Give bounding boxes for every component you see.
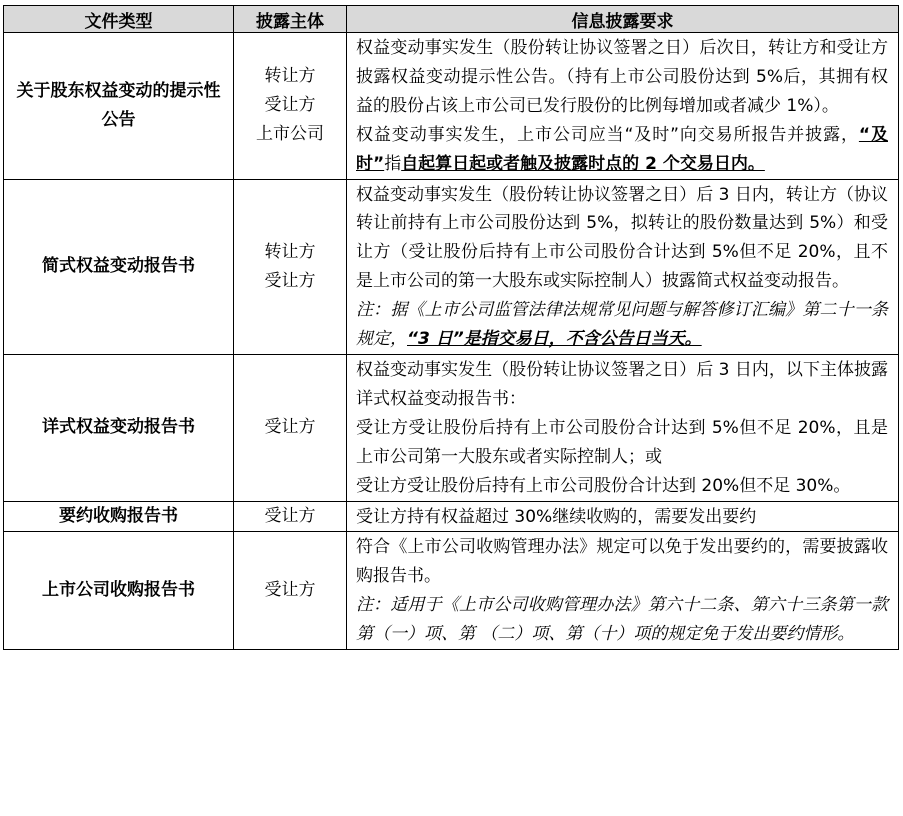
file-type-label: 上市公司收购报告书 — [42, 580, 195, 601]
table-row — [4, 501, 899, 532]
requirement-cell — [347, 354, 899, 501]
emphasis-text: “及时” — [356, 124, 888, 174]
requirement-text: 权益变动事实发生，上市公司应当“及时”向交易所报告并披露， — [356, 124, 859, 145]
header-file-type: 文件类型 — [4, 6, 234, 33]
party-item: 转让方 — [264, 66, 316, 87]
requirement-paragraph: 权益变动事实发生（股份转让协议签署之日）后 3 日内，以下主体披露详式权益变动报告书： — [356, 359, 888, 409]
requirement-paragraph: 受让方受让股份后持有上市公司股份合计达到 5%但不足 20%，且是上市公司第一大股东或者实际控制人；或 — [356, 417, 888, 467]
requirement-cell — [347, 501, 899, 532]
file-type-cell — [4, 354, 234, 501]
requirement-paragraph: 受让方持有权益超过 30%继续收购的，需要发出要约 — [356, 506, 757, 527]
header-disclosure-requirement: 信息披露要求 — [347, 6, 899, 33]
table-row — [4, 179, 899, 354]
party-cell — [234, 354, 347, 501]
file-type-label: 关于股东权益变动的提示性公告 — [16, 80, 221, 130]
requirement-note: 注：适用于《上市公司收购管理办法》第六十二条、第六十三条第一款第（一）项、第 （二）项、第（十）项的规定免于发出要约情形。 — [356, 595, 888, 645]
file-type-cell — [4, 33, 234, 180]
file-type-cell — [4, 179, 234, 354]
requirement-paragraph: 符合《上市公司收购管理办法》规定可以免于发出要约的，需要披露收购报告书。 — [356, 537, 888, 587]
party-cell — [234, 33, 347, 180]
party-cell — [234, 501, 347, 532]
requirement-paragraph — [356, 121, 888, 179]
party-item: 上市公司 — [256, 124, 324, 145]
emphasis-text: 自起算日起或者触及披露时点的 2 个交易日内。 — [401, 153, 765, 174]
requirement-cell — [347, 179, 899, 354]
table-row — [4, 354, 899, 501]
requirement-paragraph: 受让方受让股份后持有上市公司股份合计达到 20%但不足 30%。 — [356, 475, 851, 496]
party-item: 转让方 — [264, 241, 316, 262]
file-type-cell — [4, 532, 234, 650]
note-text: 注：据《上市公司监管法律法规常见问题与解答修订汇编》第二十一条规定， — [356, 300, 888, 350]
file-type-cell — [4, 501, 234, 532]
requirement-cell — [347, 532, 899, 650]
requirement-paragraph: 权益变动事实发生（股份转让协议签署之日）后 3 日内，转让方（协议转让前持有上市公司股份达到 5%，拟转让的股份数量达到 5%）和受让方（受让股份后持有上市公司股份合计达到 5%但不足 20%，且不是上市公司的第一大股东或实际控制人）披露简式权益变动报告。 — [356, 184, 888, 292]
party-item: 受让方 — [264, 580, 316, 601]
disclosure-table — [3, 5, 899, 650]
header-disclosure-party: 披露主体 — [234, 6, 347, 33]
file-type-label: 要约收购报告书 — [59, 505, 178, 526]
note-emphasis-text: “3 日”是指交易日，不含公告日当天。 — [407, 329, 702, 350]
party-item: 受让方 — [264, 417, 316, 438]
requirement-note — [356, 296, 888, 354]
table-row — [4, 33, 899, 180]
file-type-label: 简式权益变动报告书 — [42, 256, 195, 277]
header-row — [4, 6, 899, 33]
party-item: 受让方 — [264, 95, 316, 116]
requirement-text: 指 — [384, 153, 402, 174]
requirement-paragraph: 权益变动事实发生（股份转让协议签署之日）后次日，转让方和受让方披露权益变动提示性公告。（持有上市公司股份达到 5%后，其拥有权益的股份占该上市公司已发行股份的比例每增加或者减少 1%）。 — [356, 38, 888, 116]
requirement-cell — [347, 33, 899, 180]
file-type-label: 详式权益变动报告书 — [42, 417, 195, 438]
party-cell — [234, 179, 347, 354]
party-item: 受让方 — [264, 270, 316, 291]
table-row — [4, 532, 899, 650]
party-cell — [234, 532, 347, 650]
party-item: 受让方 — [264, 505, 316, 526]
